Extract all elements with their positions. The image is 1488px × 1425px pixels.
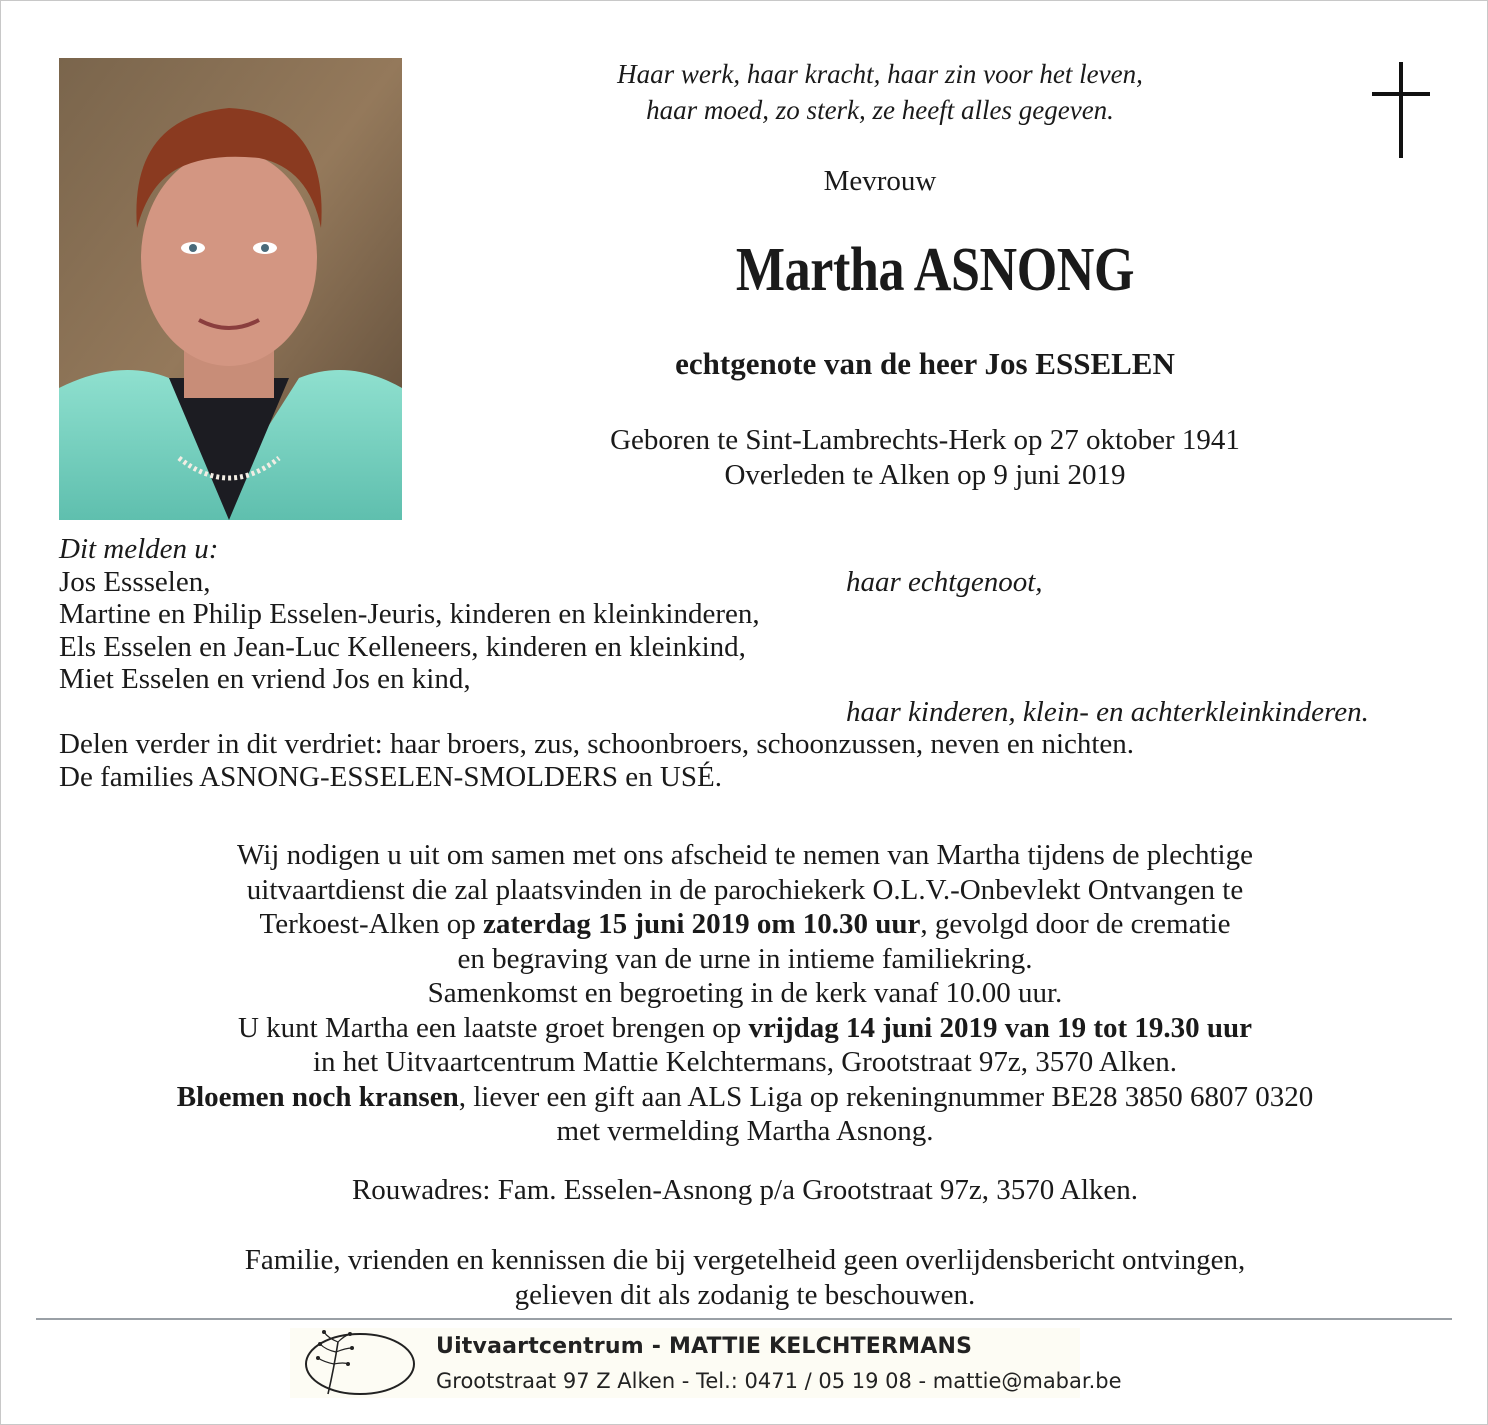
- notice-line: gelieven dit als zodanig te beschouwen.: [514, 1279, 976, 1311]
- mourning-address: Rouwadres: Fam. Esselen-Asnong p/a Grootstraat 97z, 3570 Alken.: [351, 1174, 1139, 1206]
- service-line: [40, 907, 1450, 942]
- portrait-photo: [59, 58, 402, 520]
- announcer-relation: haar echtgenoot,: [846, 565, 1043, 598]
- notice-line: Familie, vrienden en kennissen die bij vergetelheid geen overlijdensbericht ontvingen,: [244, 1244, 1246, 1276]
- flowers-bold: Bloemen noch kransen: [176, 1080, 459, 1113]
- service-line: in het Uitvaartcentrum Mattie Kelchtermans, Grootstraat 97z, 3570 Alken.: [312, 1046, 1178, 1078]
- death-line: Overleden te Alken op 9 juni 2019: [724, 459, 1126, 491]
- cross-icon: [1372, 62, 1432, 158]
- service-line: Wij nodigen u uit om samen met ons afscheid te nemen van Martha tijdens de plechtige: [237, 839, 1253, 871]
- announcer-row: [59, 696, 1459, 729]
- service-text: , liever een gift aan ALS Liga op rekeningnummer BE28 3850 6807 0320: [458, 1080, 1314, 1113]
- birth-line: Geboren te Sint-Lambrechts-Herk op 27 oktober 1941: [610, 424, 1240, 456]
- visitation-time-bold: vrijdag 14 juni 2019 van 19 tot 19.30 uur: [748, 1011, 1253, 1044]
- service-line: uitvaartdienst die zal plaatsvinden in de parochiekerk O.L.V.-Onbevlekt Ontvangen te: [246, 873, 1244, 906]
- service-line: [40, 1080, 1450, 1115]
- deceased-name: Martha ASNONG: [735, 236, 1135, 304]
- announcer-name: Jos Essselen,: [59, 565, 211, 598]
- families-line: De families ASNONG-ESSELEN-SMOLDERS en USÉ.: [59, 760, 722, 793]
- service-line: met vermelding Martha Asnong.: [556, 1115, 934, 1147]
- service-date-bold: zaterdag 15 juni 2019 om 10.30 uur: [483, 908, 921, 940]
- dates: [400, 423, 1450, 493]
- announcer-relation: haar kinderen, klein- en achterkleinkinderen.: [846, 695, 1369, 728]
- service-line: [40, 1011, 1450, 1046]
- service-text: U kunt Martha een laatste groet brengen op: [237, 1011, 749, 1044]
- poem-line: haar moed, zo sterk, ze heeft alles gegeven.: [646, 95, 1114, 125]
- divider: [36, 1318, 1452, 1320]
- further-mourners: Delen verder in dit verdriet: haar broers, zus, schoonbroers, schoonzussen, neven en nichten.: [59, 728, 1135, 760]
- funeral-home-contact: Grootstraat 97 Z Alken - Tel.: 0471 / 05 19 08 - mattie@mabar.be: [436, 1369, 1122, 1393]
- announcer-name: Miet Esselen en vriend Jos en kind,: [59, 663, 471, 695]
- spouse-line: echtgenote van de heer Jos ESSELEN: [675, 346, 1175, 381]
- notice: [40, 1243, 1450, 1313]
- service-text: , gevolgd door de crematie: [920, 908, 1231, 940]
- announcer-row: [59, 663, 1459, 696]
- funeral-home-logo-icon: [298, 1328, 418, 1398]
- poem: [460, 56, 1300, 128]
- service-line: en begraving van de urne in intieme familiekring.: [457, 942, 1033, 975]
- announcer-name: Els Esselen en Jean-Luc Kelleneers, kinderen en kleinkind,: [59, 630, 746, 663]
- funeral-home-footer: [290, 1328, 1122, 1398]
- announcer-row: [59, 598, 1459, 631]
- announcer-row: [59, 566, 1459, 599]
- announcer-row: [59, 631, 1459, 664]
- announcer-name: Martine en Philip Esselen-Jeuris, kinderen en kleinkinderen,: [59, 598, 760, 630]
- poem-line: Haar werk, haar kracht, haar zin voor het leven,: [617, 59, 1143, 89]
- service-line: Samenkomst en begroeting in de kerk vanaf 10.00 uur.: [427, 977, 1063, 1009]
- honorific: Mevrouw: [823, 165, 937, 197]
- funeral-home-name: Uitvaartcentrum - MATTIE KELCHTERMANS: [436, 1334, 973, 1359]
- announcers-intro: Dit melden u:: [59, 533, 219, 565]
- announcers: [59, 533, 1459, 793]
- service-text: Terkoest-Alken op: [259, 908, 483, 940]
- service-details: [40, 838, 1450, 1149]
